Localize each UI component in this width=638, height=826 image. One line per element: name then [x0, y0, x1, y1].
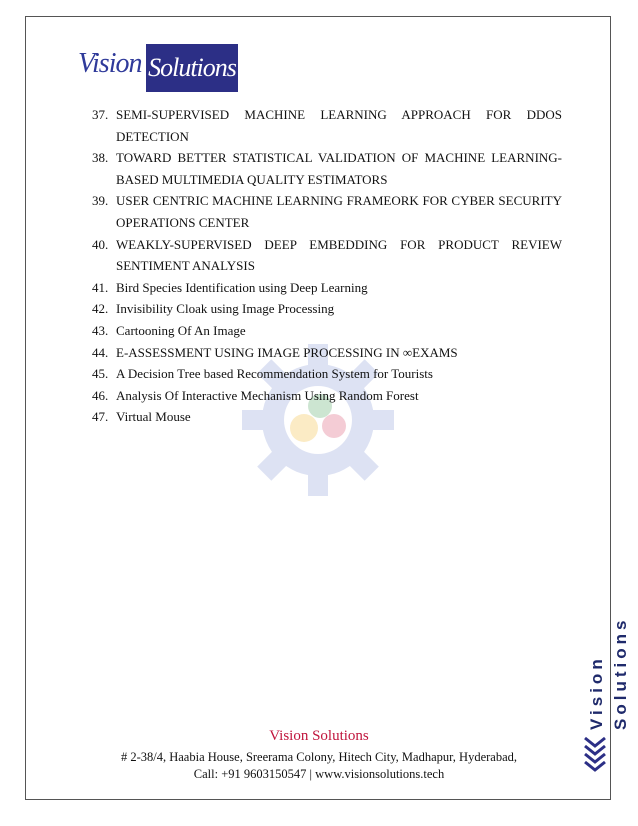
list-item-text: E-ASSESSMENT USING IMAGE PROCESSING IN ∞EXAMS [116, 344, 458, 360]
list-item-number [92, 255, 116, 277]
list-item-number: 44. [92, 344, 109, 360]
list-item [92, 169, 562, 191]
footer-title: Vision Solutions [269, 728, 369, 744]
list-item [92, 255, 562, 277]
list-item [92, 363, 562, 385]
list-item-number: 41. [92, 279, 109, 295]
list-item-text: BASED MULTIMEDIA QUALITY ESTIMATORS [116, 171, 388, 187]
list-item-text: A Decision Tree based Recommendation System for Tourists [116, 366, 433, 382]
list-item-number [92, 212, 116, 234]
list-item-number: 39. [92, 193, 109, 209]
logo-text-solutions: Solutions [146, 44, 238, 92]
list-item-number: 45. [92, 366, 109, 382]
side-brand-text: Vision Solutions [587, 616, 630, 730]
list-item [92, 212, 562, 234]
list-item [92, 147, 562, 169]
list-item [92, 298, 562, 320]
list-item-number: 37. [92, 107, 109, 122]
list-item [92, 104, 562, 147]
list-item-text: Analysis Of Interactive Mechanism Using Random Forest [116, 387, 419, 403]
footer-contact: Call: +91 9603150547 | www.visionsolutions.tech [193, 767, 445, 781]
list-item [92, 234, 562, 256]
vision-solutions-logo [78, 44, 238, 92]
project-list [92, 104, 562, 428]
logo-text-vision: Vision [78, 48, 142, 79]
list-item-text: SEMI-SUPERVISED MACHINE LEARNING APPROACH FOR DDOS DETECTION [116, 107, 562, 144]
list-item-text: USER CENTRIC MACHINE LEARNING FRAMEORK FOR CYBER SECURITY [116, 193, 562, 209]
list-item-number [92, 169, 116, 191]
list-item-text: TOWARD BETTER STATISTICAL VALIDATION OF MACHINE LEARNING- [116, 150, 562, 166]
list-item-text: WEAKLY-SUPERVISED DEEP EMBEDDING FOR PRODUCT REVIEW [116, 236, 562, 252]
list-item-number: 43. [92, 322, 109, 338]
list-item-text: OPERATIONS CENTER [116, 214, 250, 230]
list-item [92, 385, 562, 407]
footer-address: # 2-38/4, Haabia House, Sreerama Colony, Hitech City, Madhapur, Hyderabad, [120, 750, 518, 764]
list-item-number: 46. [92, 387, 109, 403]
list-item-text: Bird Species Identification using Deep Learning [116, 279, 368, 295]
list-item [92, 342, 562, 364]
list-item-text: Cartooning Of An Image [116, 322, 246, 338]
list-item-number: 40. [92, 236, 109, 252]
list-item-text: Invisibility Cloak using Image Processing [116, 301, 335, 317]
list-item [92, 190, 562, 212]
list-item [92, 406, 562, 428]
side-brand [583, 540, 630, 730]
list-item [92, 277, 562, 299]
list-item-text: SENTIMENT ANALYSIS [116, 258, 255, 274]
list-item-number: 47. [92, 409, 109, 425]
list-item-number: 38. [92, 150, 109, 166]
list-item-text: Virtual Mouse [116, 409, 191, 425]
list-item [92, 320, 562, 342]
list-item-number: 42. [92, 301, 109, 317]
